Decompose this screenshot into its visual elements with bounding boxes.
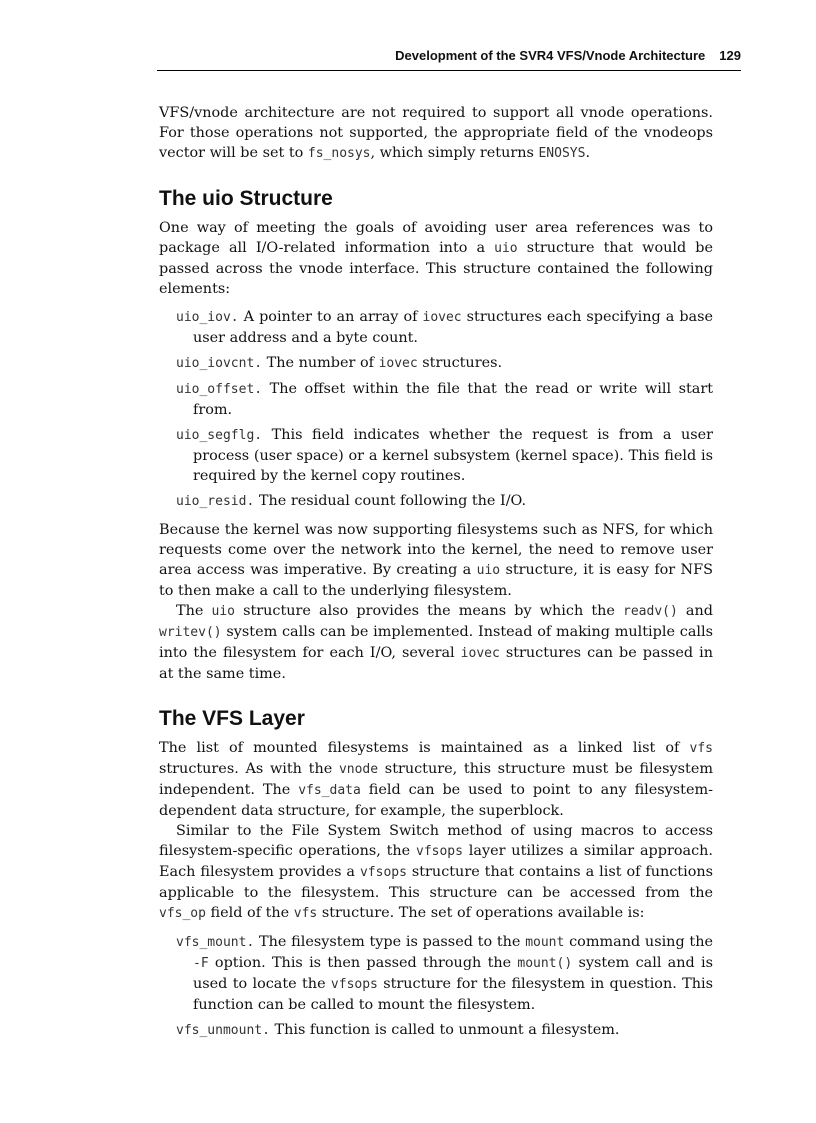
uio-field-list [159, 307, 713, 512]
op-vfs-mount: vfs_mount. The filesystem type is passed to the mount command using the -F option. This is then passed through the mount() system call and is used to locate the vfsops structure for the filesystem in question. This function can be called to mount the filesystem. [176, 934, 713, 1013]
running-header [157, 46, 741, 66]
section-heading-uio: The uio Structure [159, 187, 333, 210]
section-heading-vfs: The VFS Layer [159, 707, 305, 730]
code-fs-nosys: fs_nosys [307, 146, 371, 161]
uio-paragraph-1: One way of meeting the goals of avoiding user area references was to package all I/O-related information into a uio structure that would be passed across the vnode interface. This structure contained the following elements: [159, 220, 713, 297]
page-number: 129 [719, 48, 741, 63]
field-uio-iovcnt: uio_iovcnt. The number of iovec structures. [176, 355, 503, 371]
uio-paragraph-2: Because the kernel was now supporting filesystems such as NFS, for which requests come over the network into the kernel, the need to remove user area access was imperative. By creating a uio structure, it is easy for NFS to then make a call to the underlying filesystem. [159, 522, 713, 599]
field-term: uio_segflg. [176, 428, 263, 443]
field-uio-iov: uio_iov. A pointer to an array of iovec structures each specifying a base user address and a byte count. [176, 309, 714, 346]
field-term: uio_iov. [176, 310, 239, 325]
field-term: uio_iovcnt. [176, 356, 263, 371]
op-term: vfs_mount. [176, 935, 255, 950]
field-uio-segflg: uio_segflg. This field indicates whether the request is from a user process (user space) or a kernel subsystem (kernel space). This field is required by the kernel copy routines. [176, 427, 713, 484]
vfs-paragraph-1: The list of mounted filesystems is maintained as a linked list of vfs structures. As with the vnode structure, this structure must be filesystem independent. The vfs_data field can be used to point to any filesystem-dependent data structure, for example, the superblock. [159, 740, 713, 819]
intro-paragraph: VFS/vnode architecture are not required to support all vnode operations. For those operations not supported, the appropriate field of the vnodeops vector will be set to fs_nosys, which simply returns ENOSYS. [159, 105, 713, 161]
field-uio-resid: uio_resid. The residual count following the I/O. [176, 493, 527, 509]
code-enosys: ENOSYS [538, 146, 586, 161]
uio-paragraph-3: The uio structure also provides the means by which the readv() and writev() system calls can be implemented. Instead of making multiple calls into the filesystem for each I/O, several iovec structures can be passed in at the same time. [159, 603, 713, 682]
field-term: uio_resid. [176, 494, 255, 509]
chapter-title: Development of the SVR4 VFS/Vnode Architecture [395, 48, 706, 63]
vfs-operation-list [159, 932, 713, 1041]
op-vfs-unmount: vfs_unmount. This function is called to unmount a filesystem. [176, 1022, 620, 1038]
page-body [159, 103, 713, 1049]
op-term: vfs_unmount. [176, 1023, 270, 1038]
field-term: uio_offset. [176, 382, 263, 397]
field-uio-offset: uio_offset. The offset within the file that the read or write will start from. [176, 381, 713, 418]
vfs-paragraph-2: Similar to the File System Switch method of using macros to access filesystem-specific operations, the vfsops layer utilizes a similar approach. Each filesystem provides a vfsops structure that contains a list of functions applicable to the filesystem. This structure can be accessed from the vfs_op field of the vfs structure. The set of operations available is: [159, 823, 714, 921]
header-rule [157, 70, 741, 71]
